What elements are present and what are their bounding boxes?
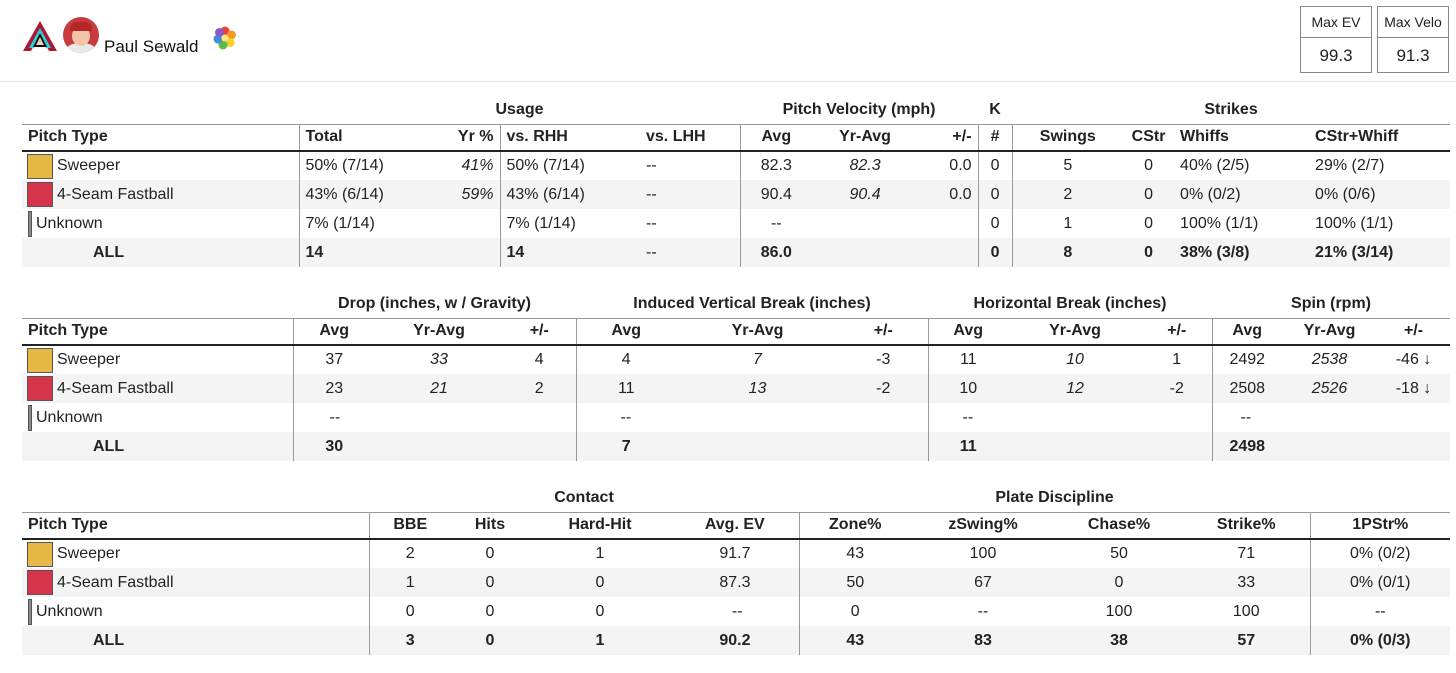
col-pitch-type: Pitch Type: [22, 318, 293, 345]
cell-hb-yr-avg: 12: [1008, 374, 1142, 403]
cell-k: 0: [978, 180, 1012, 209]
col-spin-diff: +/-: [1377, 318, 1450, 345]
fastball-color-swatch: [27, 182, 53, 207]
group-horizontal-break: Horizontal Break (inches): [928, 290, 1212, 318]
col-k-number: #: [978, 124, 1012, 151]
cell-cstr: 0: [1144, 214, 1153, 232]
group-pitch-velocity: Pitch Velocity (mph): [740, 96, 978, 124]
cell-avg-ev: 90.2: [671, 626, 799, 655]
cell-strike-pct: 100: [1183, 597, 1310, 626]
col-spin-avg: Avg: [1212, 318, 1282, 345]
cell-zone-pct: 43: [846, 545, 865, 562]
cell-swings: 8: [1012, 238, 1123, 267]
cell-total: 50% (7/14): [305, 157, 384, 174]
cell-first-pitch-strike: 0% (0/3): [1310, 626, 1450, 655]
cell-drop-yr-avg: 33: [430, 351, 448, 368]
col-chase-pct: Chase%: [1055, 512, 1183, 539]
cell-spin-avg: 2498: [1212, 432, 1282, 461]
cell-hb-avg: 10: [928, 374, 1008, 403]
cell-velo-avg: 90.4: [740, 180, 812, 209]
table-row: [22, 345, 1450, 374]
cell-hard-hit: 1: [595, 545, 605, 562]
col-zone-pct: Zone%: [799, 512, 911, 539]
cell-hb-avg: --: [962, 408, 974, 426]
cell-zswing-pct: 100: [969, 545, 997, 562]
group-induced-vertical-break: Induced Vertical Break (inches): [576, 290, 928, 318]
cell-drop-avg: 37: [325, 351, 344, 368]
cell-ivb-yr-avg: [676, 403, 839, 432]
cell-strike-pct: 57: [1183, 626, 1310, 655]
col-drop-diff: +/-: [503, 318, 576, 345]
cell-bbe: 2: [405, 545, 415, 562]
cell-drop-yr-avg: 21: [375, 374, 503, 403]
cell-swings: 2: [1012, 180, 1123, 209]
cell-hard-hit: 1: [529, 626, 671, 655]
col-velo-avg: Avg: [740, 124, 812, 151]
cell-drop-diff: 4: [503, 345, 576, 374]
max-velo-box: [1377, 6, 1449, 73]
max-velo-value: 91.3: [1396, 46, 1430, 65]
cell-spin-diff: -46 ↓: [1395, 351, 1432, 368]
cell-first-pitch-strike: 0% (0/2): [1350, 545, 1411, 562]
group-spin: Spin (rpm): [1212, 290, 1450, 318]
cell-hits: 0: [485, 545, 495, 562]
cell-first-pitch-strike: 0% (0/1): [1310, 568, 1450, 597]
cell-whiffs: 38% (3/8): [1174, 238, 1309, 267]
col-bbe: BBE: [369, 512, 451, 539]
cell-ivb-avg: 7: [576, 432, 676, 461]
cell-spin-avg: 2508: [1212, 374, 1282, 403]
pitch-name: 4-Seam Fastball: [57, 185, 174, 203]
col-strike-pct: Strike%: [1183, 512, 1310, 539]
cell-chase-pct: 0: [1055, 568, 1183, 597]
cell-spin-diff: -18 ↓: [1377, 374, 1450, 403]
cell-zswing-pct: --: [977, 602, 989, 620]
cell-avg-ev: --: [671, 597, 799, 626]
col-hb-yr-avg: Yr-Avg: [1008, 318, 1142, 345]
table-row: [22, 597, 1450, 626]
cell-cstr-whiff: 21% (3/14): [1309, 238, 1450, 267]
table-row-all: [22, 432, 1450, 461]
sweeper-color-swatch: [27, 154, 53, 179]
col-hb-avg: Avg: [928, 318, 1008, 345]
cell-velo-diff: 0.0: [918, 180, 978, 209]
pitch-name-all: ALL: [22, 432, 293, 461]
col-hard-hit: Hard-Hit: [529, 512, 671, 539]
cell-velo-diff: [918, 209, 978, 238]
cell-hb-avg: 11: [928, 432, 1008, 461]
cell-ivb-avg: --: [620, 408, 632, 426]
pitch-name: Sweeper: [57, 157, 121, 175]
cell-bbe: 1: [369, 568, 451, 597]
cell-swings: 5: [1063, 157, 1073, 174]
table-row: [22, 151, 1450, 180]
cell-vs-lhh: --: [640, 209, 740, 238]
cell-vs-lhh: --: [640, 238, 740, 267]
cell-hb-diff: -2: [1142, 374, 1212, 403]
group-strikes: Strikes: [1012, 96, 1450, 124]
col-velo-yr-avg: Yr-Avg: [812, 124, 918, 151]
cell-drop-avg: 23: [293, 374, 375, 403]
cell-bbe: 0: [405, 602, 415, 620]
group-plate-discipline: Plate Discipline: [799, 484, 1310, 512]
cell-avg-ev: 91.7: [671, 539, 799, 568]
cell-hb-diff: 1: [1142, 345, 1212, 374]
cell-hb-yr-avg: 10: [1066, 351, 1084, 368]
cell-velo-diff: 0.0: [918, 151, 978, 180]
cell-yr-pct: [399, 209, 500, 238]
cell-velo-avg: 86.0: [740, 238, 812, 267]
cell-strike-pct: 33: [1183, 568, 1310, 597]
col-pitch-type: Pitch Type: [22, 124, 299, 151]
col-cstr-whiff: CStr+Whiff: [1309, 124, 1450, 151]
cell-cstr: 0: [1123, 180, 1174, 209]
col-vs-lhh: vs. LHH: [640, 124, 740, 151]
rainbow-flower-icon: [213, 26, 237, 50]
col-spin-yr-avg: Yr-Avg: [1282, 318, 1377, 345]
cell-zone-pct: 50: [799, 568, 911, 597]
cell-chase-pct: 38: [1055, 626, 1183, 655]
cell-total: 14: [299, 238, 399, 267]
cell-first-pitch-strike: --: [1374, 602, 1386, 620]
group-usage: Usage: [299, 96, 740, 124]
cell-spin-yr-avg: 2526: [1282, 374, 1377, 403]
col-total: Total: [299, 124, 399, 151]
cell-swings: 1: [1063, 214, 1073, 232]
diamondbacks-logo-icon: [22, 20, 58, 52]
cell-cstr: 0: [1144, 157, 1153, 174]
pitch-name: Unknown: [36, 214, 103, 232]
cell-spin-avg: --: [1240, 408, 1252, 426]
group-drop: Drop (inches, w / Gravity): [293, 290, 576, 318]
table-row: [22, 568, 1450, 597]
col-vs-rhh: vs. RHH: [500, 124, 640, 151]
table-row-all: [22, 626, 1450, 655]
cell-k: 0: [978, 238, 1012, 267]
cell-cstr-whiff: 29% (2/7): [1315, 157, 1385, 174]
cell-strike-pct: 71: [1183, 539, 1310, 568]
cell-hard-hit: 0: [595, 602, 605, 620]
col-avg-ev: Avg. EV: [671, 512, 799, 539]
cell-drop-yr-avg: [375, 403, 503, 432]
col-ivb-avg: Avg: [576, 318, 676, 345]
cell-vs-rhh: 50% (7/14): [506, 157, 585, 174]
cell-drop-avg: 30: [293, 432, 375, 461]
pitch-name: Sweeper: [57, 351, 121, 369]
table-row-all: [22, 238, 1450, 267]
cell-velo-yr-avg: 82.3: [849, 157, 881, 174]
col-hb-diff: +/-: [1142, 318, 1212, 345]
cell-spin-yr-avg: [1282, 403, 1377, 432]
col-hits: Hits: [451, 512, 529, 539]
cell-whiffs: 40% (2/5): [1180, 157, 1250, 174]
col-swings: Swings: [1012, 124, 1123, 151]
cell-ivb-yr-avg: 13: [676, 374, 839, 403]
cell-hb-diff: [1142, 403, 1212, 432]
cell-hits: 0: [485, 602, 495, 620]
player-name: Paul Sewald: [104, 37, 199, 56]
max-ev-box: [1300, 6, 1372, 73]
cell-zone-pct: 43: [799, 626, 911, 655]
pitch-name-all: ALL: [22, 626, 369, 655]
fastball-color-swatch: [27, 376, 53, 401]
col-pitch-type: Pitch Type: [22, 512, 369, 539]
contact-discipline-table: [22, 484, 1450, 655]
pitch-name-all: ALL: [22, 238, 299, 267]
table-row: [22, 539, 1450, 568]
cell-chase-pct: 100: [1105, 602, 1133, 620]
cell-k: 0: [978, 151, 1012, 180]
cell-ivb-diff: -3: [839, 345, 928, 374]
pitch-name: 4-Seam Fastball: [57, 379, 174, 397]
cell-hb-avg: 11: [959, 351, 977, 368]
max-ev-value: 99.3: [1319, 46, 1353, 65]
cell-ivb-diff: [839, 403, 928, 432]
cell-velo-yr-avg: [812, 209, 918, 238]
table-row: [22, 180, 1450, 209]
usage-velocity-table: [22, 96, 1450, 267]
col-whiffs: Whiffs: [1174, 124, 1309, 151]
col-ivb-diff: +/-: [839, 318, 928, 345]
cell-chase-pct: 50: [1110, 545, 1128, 562]
col-velo-diff: +/-: [918, 124, 978, 151]
cell-ivb-yr-avg: 7: [753, 351, 762, 368]
cell-yr-pct: 41%: [399, 151, 500, 180]
cell-ivb-diff: -2: [839, 374, 928, 403]
cell-hb-yr-avg: [1008, 403, 1142, 432]
cell-ivb-avg: 11: [576, 374, 676, 403]
cell-velo-avg: --: [770, 214, 782, 232]
table-row: [22, 209, 1450, 238]
cell-spin-yr-avg: 2538: [1311, 351, 1348, 368]
movement-spin-table: [22, 290, 1450, 461]
cell-drop-avg: --: [329, 408, 341, 426]
cell-cstr: 0: [1123, 238, 1174, 267]
cell-k: 0: [978, 209, 1012, 238]
cell-velo-avg: 82.3: [760, 157, 792, 174]
cell-zone-pct: 0: [850, 602, 860, 620]
col-zswing-pct: zSwing%: [911, 512, 1055, 539]
group-contact: Contact: [369, 484, 799, 512]
cell-total: 43% (6/14): [299, 180, 399, 209]
cell-spin-diff: [1377, 403, 1450, 432]
cell-drop-diff: [503, 403, 576, 432]
cell-zswing-pct: 67: [911, 568, 1055, 597]
sweeper-color-swatch: [27, 348, 53, 373]
player-headshot-icon: [63, 17, 99, 53]
cell-total: 7% (1/14): [305, 214, 375, 232]
col-drop-avg: Avg: [293, 318, 375, 345]
cell-vs-lhh: --: [640, 180, 740, 209]
cell-whiffs: 0% (0/2): [1174, 180, 1309, 209]
table-row: [22, 374, 1450, 403]
pitch-name: 4-Seam Fastball: [57, 573, 174, 591]
cell-vs-lhh: --: [640, 151, 740, 180]
cell-hits: 0: [451, 626, 529, 655]
col-yr-pct: Yr %: [399, 124, 500, 151]
fastball-color-swatch: [27, 570, 53, 595]
sweeper-color-swatch: [27, 542, 53, 567]
cell-whiffs: 100% (1/1): [1180, 214, 1259, 232]
col-cstr: CStr: [1123, 124, 1174, 151]
cell-spin-avg: 2492: [1229, 351, 1266, 368]
player-header: [0, 0, 1456, 82]
table-row: [22, 403, 1450, 432]
cell-drop-diff: 2: [503, 374, 576, 403]
cell-vs-rhh: 14: [500, 238, 640, 267]
col-first-pitch-strike: 1PStr%: [1310, 512, 1450, 539]
cell-vs-rhh: 7% (1/14): [506, 214, 576, 232]
pitch-name: Unknown: [36, 602, 103, 620]
cell-zswing-pct: 83: [911, 626, 1055, 655]
cell-bbe: 3: [369, 626, 451, 655]
pitch-name: Sweeper: [57, 545, 121, 563]
cell-velo-yr-avg: 90.4: [812, 180, 918, 209]
cell-cstr-whiff: 0% (0/6): [1309, 180, 1450, 209]
cell-hits: 0: [451, 568, 529, 597]
cell-ivb-avg: 4: [621, 351, 631, 368]
max-velo-label: Max Velo: [1378, 7, 1448, 38]
cell-vs-rhh: 43% (6/14): [500, 180, 640, 209]
col-ivb-yr-avg: Yr-Avg: [676, 318, 839, 345]
pitch-name: Unknown: [36, 408, 103, 426]
cell-hard-hit: 0: [529, 568, 671, 597]
cell-cstr-whiff: 100% (1/1): [1315, 214, 1394, 232]
cell-yr-pct: 59%: [399, 180, 500, 209]
cell-avg-ev: 87.3: [671, 568, 799, 597]
col-drop-yr-avg: Yr-Avg: [375, 318, 503, 345]
group-k: K: [978, 96, 1012, 124]
max-ev-label: Max EV: [1301, 7, 1371, 38]
